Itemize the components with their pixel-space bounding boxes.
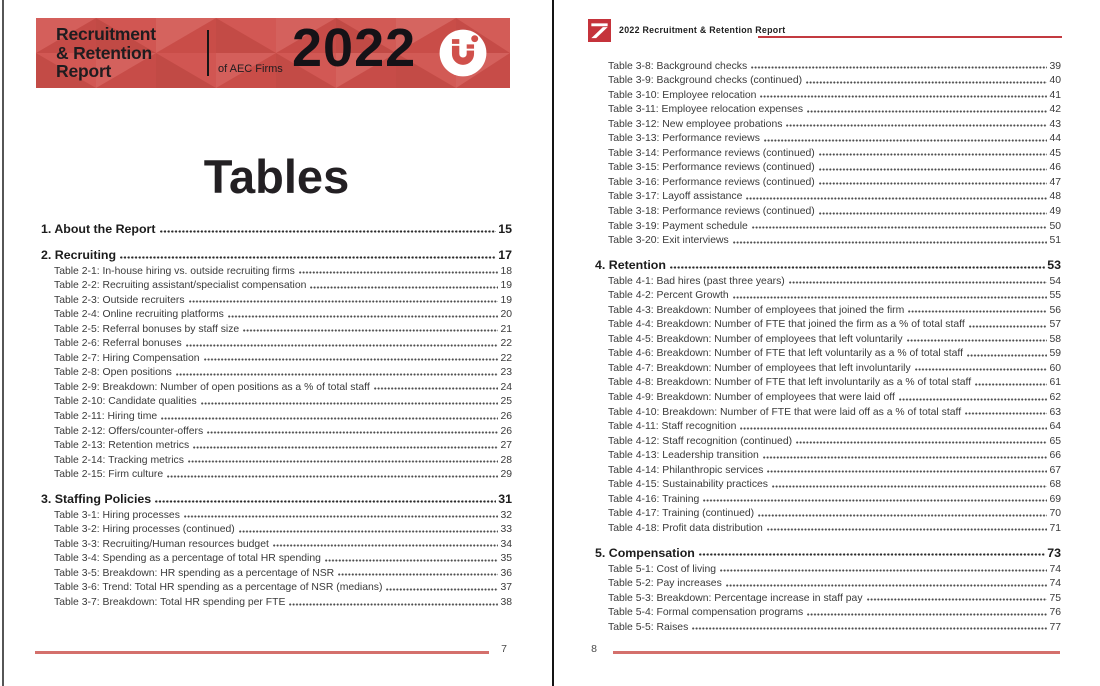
dot-leader (374, 387, 499, 390)
toc-entry-row (41, 335, 512, 350)
toc-label: Table 2-10: Candidate qualities (54, 396, 197, 408)
toc-label: 2. Recruiting (41, 248, 117, 262)
toc-entry-row (595, 519, 1061, 534)
toc-page-number: 63 (1049, 406, 1061, 418)
dot-leader (155, 500, 496, 503)
toc-label: Table 3-16: Performance reviews (continued) (608, 176, 815, 188)
toc-entry-row (41, 262, 512, 277)
banner-subtitle: of AEC Firms (218, 63, 283, 75)
toc-page-number: 74 (1049, 563, 1061, 575)
toc-page-number: 67 (1049, 464, 1061, 476)
report-banner (36, 18, 510, 88)
toc-page-number: 45 (1049, 147, 1061, 159)
toc-entry-row (595, 418, 1061, 433)
toc-page-number: 58 (1049, 333, 1061, 345)
toc-page-number: 48 (1049, 191, 1061, 203)
toc-entry-row (595, 173, 1061, 188)
toc-entry-row (595, 144, 1061, 159)
toc-section-row (41, 217, 512, 236)
toc-entry-row (595, 202, 1061, 217)
toc-label: Table 4-8: Breakdown: Number of FTE that left involuntarily as a % of total staff (608, 377, 972, 389)
toc-label: Table 5-4: Formal compensation programs (608, 607, 804, 619)
toc-entry-row (595, 432, 1061, 447)
toc-label: Table 4-12: Staff recognition (continued) (608, 435, 793, 447)
toc-label: Table 3-2: Hiring processes (continued) (54, 524, 235, 536)
toc-page-number: 26 (500, 411, 512, 423)
dot-leader (189, 300, 499, 303)
toc-entry-row (595, 505, 1061, 520)
running-header-title: 2022 Recruitment & Retention Report (619, 25, 786, 35)
toc-page-number: 59 (1049, 348, 1061, 360)
dot-leader (184, 515, 499, 518)
toc-label: Table 3-17: Layoff assistance (608, 191, 743, 203)
toc-entry-row (41, 378, 512, 393)
toc-page-number: 69 (1049, 493, 1061, 505)
toc-entry-row (595, 72, 1061, 87)
toc-entry-row (41, 506, 512, 521)
toc-entry-row (41, 535, 512, 550)
toc-page-number: 61 (1049, 377, 1061, 389)
dot-leader (204, 358, 499, 361)
toc-label: Table 2-6: Referral bonuses (54, 338, 182, 350)
toc-entry-row (41, 349, 512, 364)
toc-page-number: 43 (1049, 118, 1061, 130)
toc-label: Table 5-2: Pay increases (608, 578, 722, 590)
toc-page-number: 38 (500, 597, 512, 609)
toc-label: Table 2-9: Breakdown: Number of open positions as a % of total staff (54, 381, 370, 393)
toc-entry-row (595, 115, 1061, 130)
dot-leader (733, 296, 1048, 299)
dot-leader (751, 66, 1047, 69)
toc-entry-row (595, 188, 1061, 203)
toc-page-number: 35 (500, 553, 512, 565)
toc-label: Table 4-1: Bad hires (past three years) (608, 275, 785, 287)
toc-page-number: 28 (500, 454, 512, 466)
toc-label: Table 3-14: Performance reviews (continued) (608, 147, 815, 159)
dot-leader (806, 81, 1047, 84)
toc-left (41, 217, 512, 608)
toc-entry-row (595, 287, 1061, 302)
toc-page-number: 62 (1049, 392, 1061, 404)
toc-page-number: 22 (500, 352, 512, 364)
toc-page-number: 60 (1049, 362, 1061, 374)
toc-entry-row (41, 277, 512, 292)
toc-page-number: 46 (1049, 162, 1061, 174)
toc-label: 4. Retention (595, 258, 666, 273)
dot-leader (188, 460, 499, 463)
toc-page-number: 41 (1049, 89, 1061, 101)
toc-label: Table 4-13: Leadership transition (608, 450, 759, 462)
toc-section-row (595, 253, 1061, 272)
dot-leader (975, 383, 1047, 386)
dot-leader (807, 613, 1047, 616)
toc-label: Table 3-4: Spending as a percentage of total HR spending (54, 553, 321, 565)
toc-page-number: 39 (1049, 60, 1061, 72)
toc-entry-row (595, 301, 1061, 316)
toc-page-number: 25 (500, 396, 512, 408)
dot-leader (758, 514, 1047, 517)
dot-leader (726, 584, 1048, 587)
toc-page-number: 27 (500, 440, 512, 452)
dot-leader (760, 95, 1047, 98)
toc-label: Table 3-5: Breakdown: HR spending as a percentage of NSR (54, 567, 335, 579)
toc-entry-row (41, 451, 512, 466)
toc-label: Table 4-18: Profit data distribution (608, 522, 763, 534)
toc-page-number: 68 (1049, 479, 1061, 491)
toc-label: Table 3-1: Hiring processes (54, 509, 180, 521)
toc-page-number: 56 (1049, 304, 1061, 316)
dot-leader (819, 182, 1048, 185)
toc-label: Table 2-15: Firm culture (54, 469, 164, 481)
dot-leader (740, 427, 1047, 430)
toc-label: 5. Compensation (595, 545, 695, 560)
dot-leader (161, 417, 498, 420)
dot-leader (160, 230, 497, 233)
page-right (554, 0, 1100, 686)
toc-entry-row (595, 345, 1061, 360)
toc-entry-row (595, 403, 1061, 418)
page-number-left: 7 (501, 643, 507, 655)
toc-page-number: 70 (1049, 508, 1061, 520)
toc-label: Table 3-12: New employee probations (608, 118, 783, 130)
toc-label: Table 4-17: Training (continued) (608, 508, 755, 520)
toc-entry-row (595, 604, 1061, 619)
toc-label: Table 4-9: Breakdown: Number of employees that were laid off (608, 392, 895, 404)
toc-label: Table 2-14: Tracking metrics (54, 454, 184, 466)
toc-label: Table 4-4: Breakdown: Number of FTE that joined the firm as a % of total staff (608, 319, 965, 331)
toc-page-number: 50 (1049, 220, 1061, 232)
toc-page-number: 31 (498, 492, 512, 507)
toc-page-number: 66 (1049, 450, 1061, 462)
toc-entry-row (41, 291, 512, 306)
dot-leader (239, 530, 499, 533)
toc-page-number: 53 (1047, 258, 1061, 273)
dot-leader (789, 281, 1048, 284)
dot-leader (201, 402, 499, 405)
toc-label: Table 2-4: Online recruiting platforms (54, 309, 224, 321)
toc-page-number: 26 (500, 425, 512, 437)
dot-leader (228, 315, 499, 318)
toc-label: Table 2-1: In-house hiring vs. outside recruiting firms (54, 265, 295, 277)
toc-label: Table 5-1: Cost of living (608, 563, 716, 575)
toc-page-number: 19 (500, 294, 512, 306)
toc-page-number: 32 (500, 509, 512, 521)
toc-entry-row (41, 364, 512, 379)
dot-leader (763, 456, 1048, 459)
toc-section-row (41, 487, 512, 506)
banner-title-line3: Report (56, 61, 112, 82)
toc-label: Table 3-6: Trend: Total HR spending as a percentage of NSR (medians) (54, 582, 383, 594)
toc-entry-row (595, 272, 1061, 287)
dot-leader (120, 256, 496, 259)
toc-label: Table 3-7: Breakdown: Total HR spending per FTE (54, 597, 286, 609)
toc-label: Table 4-16: Training (608, 493, 700, 505)
toc-label: 1. About the Report (41, 222, 156, 236)
toc-page-number: 19 (500, 280, 512, 292)
dot-leader (720, 569, 1047, 572)
toc-label: Table 4-2: Percent Growth (608, 290, 729, 302)
toc-entry-row (595, 330, 1061, 345)
footer-rule-right (613, 651, 1060, 654)
banner-divider (207, 30, 209, 76)
toc-entry-row (41, 466, 512, 481)
toc-entry-row (595, 101, 1061, 116)
toc-page-number: 36 (500, 567, 512, 579)
dot-leader (193, 446, 498, 449)
toc-entry-row (41, 393, 512, 408)
toc-entry-row (595, 316, 1061, 331)
toc-page-number: 57 (1049, 319, 1061, 331)
toc-entry-row (595, 388, 1061, 403)
toc-label: Table 2-11: Hiring time (54, 411, 158, 423)
toc-page-number: 71 (1049, 522, 1061, 534)
toc-label: Table 3-3: Recruiting/Human resources budget (54, 538, 269, 550)
toc-page-number: 74 (1049, 578, 1061, 590)
dot-leader (186, 344, 499, 347)
toc-entry-row (41, 320, 512, 335)
toc-entry-row (41, 579, 512, 594)
toc-label: Table 4-11: Staff recognition (608, 421, 737, 433)
toc-page-number: 49 (1049, 206, 1061, 218)
toc-section-row (595, 541, 1061, 560)
toc-page-number: 65 (1049, 435, 1061, 447)
toc-entry-row (595, 618, 1061, 633)
toc-label: Table 5-3: Breakdown: Percentage increase in staff pay (608, 592, 863, 604)
dot-leader (310, 286, 498, 289)
magnet-icon (437, 27, 489, 79)
toc-entry-row (595, 217, 1061, 232)
toc-label: Table 2-8: Open positions (54, 367, 172, 379)
dot-leader (207, 431, 498, 434)
dot-leader (167, 475, 498, 478)
toc-entry-row (595, 560, 1061, 575)
dot-leader (969, 325, 1048, 328)
dot-leader (752, 226, 1048, 229)
dot-leader (746, 197, 1047, 200)
toc-page-number: 23 (500, 367, 512, 379)
toc-label: Table 4-14: Philanthropic services (608, 464, 764, 476)
dot-leader (807, 110, 1047, 113)
toc-label: Table 2-13: Retention metrics (54, 440, 190, 452)
dot-leader (796, 441, 1047, 444)
header-rule-right (758, 36, 1062, 38)
toc-label: Table 3-11: Employee relocation expenses (608, 104, 804, 116)
toc-page-number: 24 (500, 381, 512, 393)
page-title: Tables (203, 150, 350, 203)
toc-label: Table 4-3: Breakdown: Number of employees that joined the firm (608, 304, 905, 316)
toc-page-number: 21 (500, 323, 512, 335)
dot-leader (325, 559, 499, 562)
dot-leader (915, 368, 1048, 371)
dot-leader (899, 398, 1048, 401)
dot-leader (965, 412, 1047, 415)
dot-leader (176, 373, 499, 376)
toc-page-number: 34 (500, 538, 512, 550)
banner-title-line1: Recruitment (56, 24, 156, 44)
dot-leader (692, 627, 1047, 630)
toc-label: Table 2-7: Hiring Compensation (54, 352, 200, 364)
toc-label: Table 2-5: Referral bonuses by staff size (54, 323, 240, 335)
toc-page-number: 40 (1049, 75, 1061, 87)
dot-leader (733, 241, 1048, 244)
dot-leader (772, 485, 1047, 488)
toc-entry-row (41, 521, 512, 536)
toc-label: Table 3-15: Performance reviews (continued) (608, 162, 815, 174)
dot-leader (819, 153, 1048, 156)
dot-leader (908, 310, 1047, 313)
dot-leader (289, 603, 498, 606)
toc-page-number: 44 (1049, 133, 1061, 145)
dot-leader (967, 354, 1047, 357)
dot-leader (767, 528, 1048, 531)
toc-entry-row (41, 306, 512, 321)
toc-page-number: 75 (1049, 592, 1061, 604)
toc-entry-row (41, 407, 512, 422)
dot-leader (243, 329, 498, 332)
toc-label: 3. Staffing Policies (41, 492, 152, 507)
dot-leader (764, 139, 1048, 142)
toc-label: Table 2-3: Outside recruiters (54, 294, 185, 306)
toc-label: Table 5-5: Raises (608, 621, 689, 633)
toc-page-number: 42 (1049, 104, 1061, 116)
dot-leader (867, 598, 1048, 601)
toc-page-number: 15 (498, 222, 512, 236)
toc-page-number: 55 (1049, 290, 1061, 302)
toc-entry-row (595, 232, 1061, 247)
toc-page-number: 29 (500, 469, 512, 481)
dot-leader (670, 266, 1045, 269)
toc-page-number: 64 (1049, 421, 1061, 433)
toc-entry-row (41, 550, 512, 565)
toc-entry-row (595, 159, 1061, 174)
toc-page-number: 77 (1049, 621, 1061, 633)
toc-label: Table 2-2: Recruiting assistant/specialist compensation (54, 280, 307, 292)
dot-leader (819, 168, 1048, 171)
dot-leader (338, 573, 498, 576)
toc-right (595, 57, 1061, 633)
dot-leader (699, 553, 1045, 556)
toc-entry-row (595, 476, 1061, 491)
toc-label: Table 2-12: Offers/counter-offers (54, 425, 204, 437)
toc-entry-row (595, 589, 1061, 604)
toc-label: Table 3-13: Performance reviews (608, 133, 760, 145)
toc-page-number: 47 (1049, 176, 1061, 188)
toc-label: Table 4-10: Breakdown: Number of FTE that were laid off as a % of total staff (608, 406, 962, 418)
toc-page-number: 18 (500, 265, 512, 277)
dot-leader (767, 470, 1047, 473)
toc-label: Table 4-15: Sustainability practices (608, 479, 768, 491)
toc-page-number: 37 (500, 582, 512, 594)
toc-entry-row (595, 374, 1061, 389)
toc-label: Table 3-18: Performance reviews (continued) (608, 206, 815, 218)
dot-leader (273, 544, 499, 547)
toc-entry-row (595, 86, 1061, 101)
toc-label: Table 4-5: Breakdown: Number of employees that left voluntarily (608, 333, 903, 345)
toc-entry-row (595, 130, 1061, 145)
toc-page-number: 33 (500, 524, 512, 536)
toc-label: Table 4-6: Breakdown: Number of FTE that left voluntarily as a % of total staff (608, 348, 963, 360)
toc-entry-row (595, 575, 1061, 590)
toc-page-number: 17 (498, 248, 512, 262)
toc-entry-row (41, 564, 512, 579)
footer-rule-left (35, 651, 489, 654)
page-number-right: 8 (591, 643, 597, 655)
toc-page-number: 22 (500, 338, 512, 350)
dot-leader (386, 588, 498, 591)
dot-leader (819, 212, 1048, 215)
toc-page-number: 20 (500, 309, 512, 321)
toc-label: Table 3-10: Employee relocation (608, 89, 757, 101)
toc-label: Table 3-20: Exit interviews (608, 235, 729, 247)
toc-label: Table 3-19: Payment schedule (608, 220, 748, 232)
zweig-group-logo-icon (588, 19, 611, 42)
toc-section-row (41, 243, 512, 262)
toc-page-number: 51 (1049, 235, 1061, 247)
banner-title (56, 25, 156, 81)
toc-label: Table 3-8: Background checks (608, 60, 748, 72)
toc-entry-row (41, 437, 512, 452)
dot-leader (703, 499, 1047, 502)
banner-title-line2: & Retention (56, 42, 152, 63)
toc-entry-row (595, 359, 1061, 374)
toc-entry-row (595, 490, 1061, 505)
dot-leader (299, 271, 499, 274)
dot-leader (907, 339, 1048, 342)
toc-entry-row (595, 461, 1061, 476)
toc-page-number: 54 (1049, 275, 1061, 287)
toc-entry-row (595, 57, 1061, 72)
banner-year: 2022 (292, 18, 417, 78)
toc-page-number: 76 (1049, 607, 1061, 619)
toc-entry-row (595, 447, 1061, 462)
toc-label: Table 3-9: Background checks (continued) (608, 75, 803, 87)
toc-entry-row (41, 593, 512, 608)
toc-page-number: 73 (1047, 545, 1061, 560)
dot-leader (786, 124, 1047, 127)
toc-label: Table 4-7: Breakdown: Number of employees that left involuntarily (608, 362, 911, 374)
toc-entry-row (41, 422, 512, 437)
